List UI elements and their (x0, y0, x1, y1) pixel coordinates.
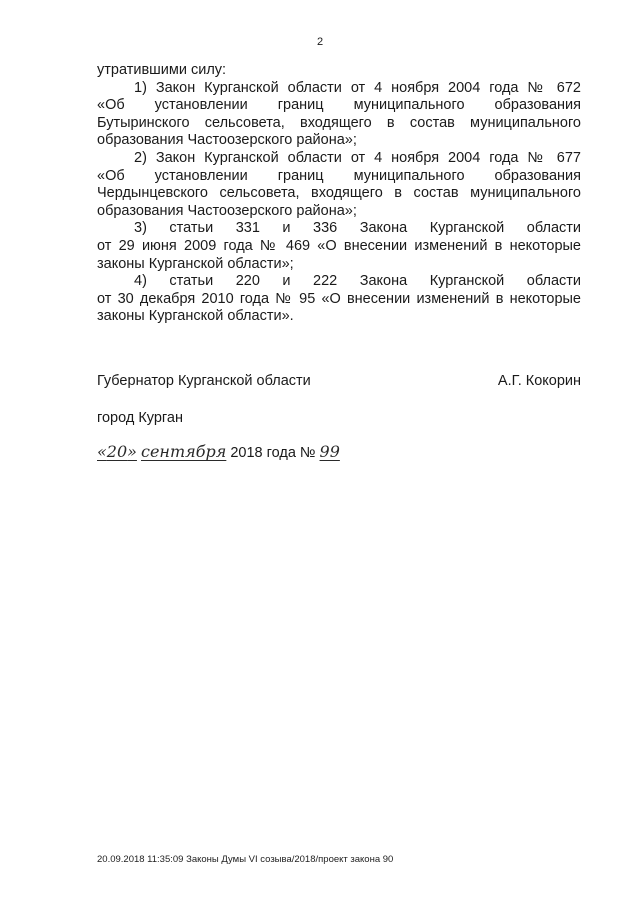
text-line: 2) Закон Курганской области от 4 ноября 2004 года № 677 (134, 149, 581, 166)
item-4-paragraph (97, 273, 581, 326)
intro-paragraph (97, 62, 581, 80)
text-line: «Об установлении границ муниципального образования (97, 167, 581, 184)
document-body (97, 62, 581, 326)
city-line: город Курган (97, 410, 183, 426)
text-line: образования Частоозерского района»; (97, 202, 357, 219)
signatory-position: Губернатор Курганской области (97, 373, 311, 389)
date-year-text: 2018 года № (230, 445, 316, 461)
handwritten-number: 99 (319, 442, 340, 461)
text-line: от 30 декабря 2010 года № 95 «О внесении изменений в некоторые (97, 290, 581, 307)
text-line: утратившими силу: (97, 62, 227, 78)
text-line: законы Курганской области»; (97, 255, 294, 272)
text-line: «Об установлении границ муниципального образования (97, 97, 581, 114)
handwritten-month: сентября (140, 442, 227, 461)
date-line (97, 442, 340, 463)
footer-stamp: 20.09.2018 11:35:09 Законы Думы VI созыва/2018/проект закона 90 (97, 854, 394, 865)
text-line: образования Частоозерского района»; (97, 132, 357, 149)
item-2-paragraph (97, 150, 581, 220)
signatory-name: А.Г. Кокорин (497, 373, 581, 389)
date-open-quote: « (97, 442, 107, 461)
text-line: от 29 июня 2009 года № 469 «О внесении изменений в некоторые (97, 237, 581, 254)
handwritten-day: 20 (106, 442, 128, 461)
date-close-quote: » (127, 442, 137, 461)
text-line: 3) статьи 331 и 336 Закона Курганской области (134, 220, 581, 237)
page-number: 2 (316, 36, 324, 48)
text-line: Бутыринского сельсовета, входящего в состав муниципального (97, 114, 581, 131)
text-line: законы Курганской области». (97, 308, 294, 325)
text-line: 1) Закон Курганской области от 4 ноября 2004 года № 672 (134, 79, 581, 96)
item-1-paragraph (97, 80, 581, 150)
item-3-paragraph (97, 220, 581, 273)
text-line: 4) статьи 220 и 222 Закона Курганской области (134, 273, 581, 290)
text-line: Чердынцевского сельсовета, входящего в состав муниципального (97, 185, 581, 202)
